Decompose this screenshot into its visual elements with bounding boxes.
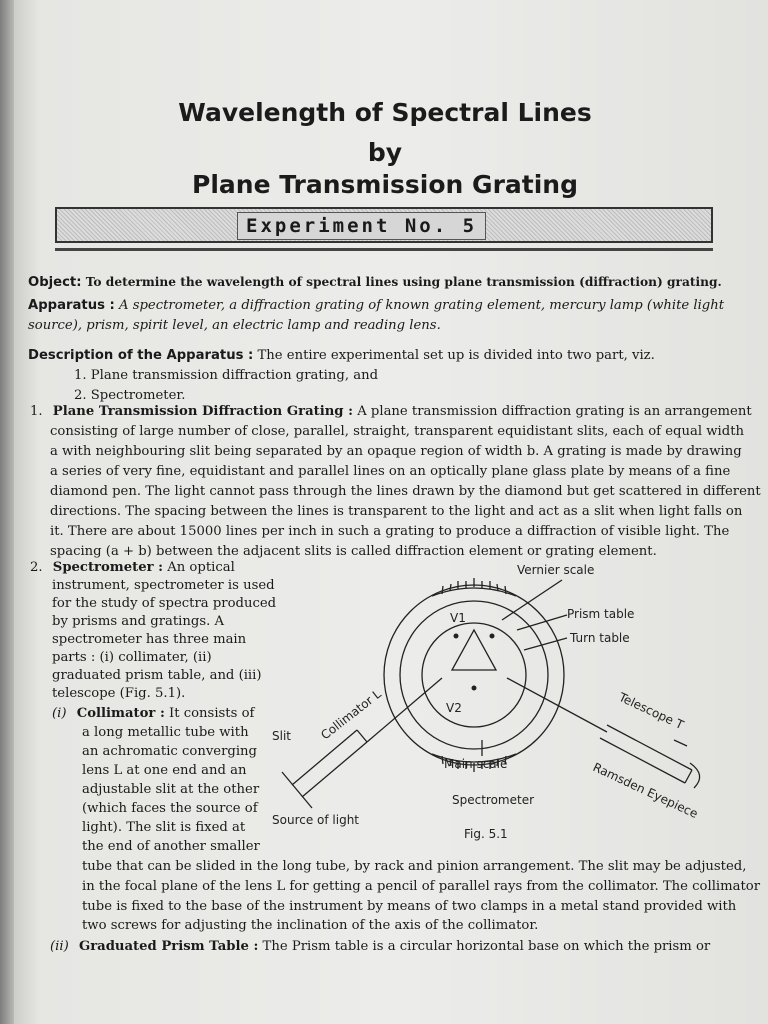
spectrometer-num: 2. [30, 560, 43, 575]
grating-line1 [30, 402, 752, 422]
spectrometer-figure [262, 560, 722, 850]
prism-table-line [50, 937, 710, 957]
collimator-line: the end of another smaller [82, 839, 260, 854]
experiment-number: Experiment No. 5 [237, 212, 486, 240]
grating-line: it. There are about 15000 lines per inch in such a grating to produce a diffraction of visible light. The [50, 524, 730, 539]
prism-table-text: The Prism table is a circular horizontal base on which the prism or [258, 939, 711, 954]
telescope-eyepiece [685, 770, 692, 783]
spectrometer-line: instrument, spectrometer is used [52, 578, 275, 593]
description-line [28, 346, 655, 366]
label-vernier-scale: Vernier scale [517, 563, 595, 577]
table-screw [472, 686, 477, 691]
label-collimator: Collimator L [318, 686, 384, 743]
collimator-full-line: in the focal plane of the lens L for getting a pencil of parallel rays from the collimator. The collimator [82, 879, 761, 894]
experiment-banner [55, 207, 713, 243]
turn-table-outer-circle [384, 585, 564, 765]
description-label: Description of the Apparatus : [28, 348, 254, 363]
collimator-line1 [52, 704, 254, 724]
label-main-scale: Main scale [444, 757, 508, 771]
figure-caption: Fig. 5.1 [464, 827, 508, 841]
description-text: The entire experimental set up is divided into two part, viz. [253, 348, 655, 363]
collimator-line: (which faces the source of [82, 801, 258, 816]
eyepiece-curve [690, 763, 700, 788]
vernier-scale-v1 [432, 588, 516, 596]
vernier-leader [502, 580, 562, 620]
label-slit: Slit [272, 729, 291, 743]
description-item-1: 1. Plane transmission diffraction grating, and [74, 368, 379, 383]
vernier-ticks-top [442, 578, 506, 594]
grating-line: a series of very fine, equidistant and parallel lines on an optically plane glass plate by means of a fine [50, 464, 731, 479]
spectrometer-line: parts : (i) collimater, (ii) [52, 650, 212, 665]
spectrometer-line: for the study of spectra produced [52, 596, 277, 611]
grating-text: A plane transmission diffraction grating is an arrangement [353, 404, 752, 419]
grating-num: 1. [30, 404, 43, 419]
spectrometer-line: graduated prism table, and (iii) [52, 668, 262, 683]
spectrometer-text: An optical [163, 560, 235, 575]
grating-line: directions. The spacing between the lines is transparent to the light and act as a slit when light falls on [50, 504, 743, 519]
label-telescope: Telescope T [616, 690, 686, 733]
prism-table-leader [517, 615, 567, 630]
label-spectrometer: Spectrometer [452, 793, 535, 807]
object-text: To determine the wavelength of spectral lines using plane transmission (diffraction) grating. [81, 275, 722, 289]
collimator-full-line: tube that can be slided in the long tube, by rack and pinion arrangement. The slit may be adjusted, [82, 859, 747, 874]
label-ramsden-eyepiece: Ramsden Eyepiece [590, 760, 701, 821]
spectrometer-heading: Spectrometer : [52, 560, 164, 575]
collimator-num: (i) [52, 706, 67, 721]
collimator-full-line: tube is fixed to the base of the instrument by means of two clamps in a metal stand provided with [82, 899, 737, 914]
spectrometer-line1 [30, 558, 235, 578]
telescope-screw [674, 740, 687, 746]
prism-table-circle [422, 623, 526, 727]
description-item-2: 2. Spectrometer. [74, 388, 186, 403]
label-turn-table: Turn table [570, 631, 630, 645]
page-title-line2: by [367, 138, 403, 167]
spectrometer-line: telescope (Fig. 5.1). [52, 686, 186, 701]
collimator-text: It consists of [164, 706, 255, 721]
table-screw [490, 634, 495, 639]
collimator-full-line: two screws for adjusting the inclination of the axis of the collimator. [82, 918, 539, 933]
label-v1: V1 [450, 611, 466, 625]
collimator-line: a long metallic tube with [82, 725, 249, 740]
prism-triangle [452, 630, 496, 670]
apparatus-label: Apparatus : [28, 298, 115, 313]
grating-line: spacing (a + b) between the adjacent slits is called diffraction element or grating element. [50, 544, 657, 559]
page-title-line1: Wavelength of Spectral Lines [178, 98, 592, 127]
telescope-ray [507, 678, 607, 732]
label-source-of-light: Source of light [272, 813, 360, 827]
grating-heading: Plane Transmission Diffraction Grating : [52, 404, 353, 419]
page-title-line3: Plane Transmission Grating [192, 170, 578, 199]
apparatus-text: A spectrometer, a diffraction grating of known grating element, mercury lamp (white light [114, 298, 725, 313]
object-label: Object: [28, 275, 82, 290]
apparatus-line1 [28, 296, 724, 316]
collimator-line: lens L at one end and an [82, 763, 247, 778]
collimator-line: light). The slit is fixed at [82, 820, 246, 835]
collimator-lens [357, 730, 367, 742]
spectrometer-line: by prisms and gratings. A [52, 614, 225, 629]
object-line [28, 272, 722, 293]
table-screw [454, 634, 459, 639]
collimator-line: adjustable slit at the other [82, 782, 260, 797]
label-prism-table: Prism table [567, 607, 635, 621]
apparatus-line2: source), prism, spirit level, an electric lamp and reading lens. [28, 318, 441, 333]
collimator-heading: Collimator : [76, 706, 165, 721]
prism-table-heading: Graduated Prism Table : [78, 939, 259, 954]
collimator-line: an achromatic converging [82, 744, 257, 759]
page-binding-edge [0, 0, 14, 1024]
grating-line: diamond pen. The light cannot pass through the lines drawn by the diamond but get scattered in different [50, 484, 761, 499]
grating-line: consisting of large number of close, parallel, straight, transparent equidistant slits, each of equal width [50, 424, 744, 439]
grating-line: a with neighbouring slit being separated by an opaque region of width b. A grating is made by drawing [50, 444, 742, 459]
spectrometer-line: spectrometer has three main [52, 632, 247, 647]
collimator-slit [282, 772, 312, 808]
label-v2: V2 [446, 701, 462, 715]
divider [55, 248, 713, 251]
prism-table-num: (ii) [50, 939, 69, 954]
